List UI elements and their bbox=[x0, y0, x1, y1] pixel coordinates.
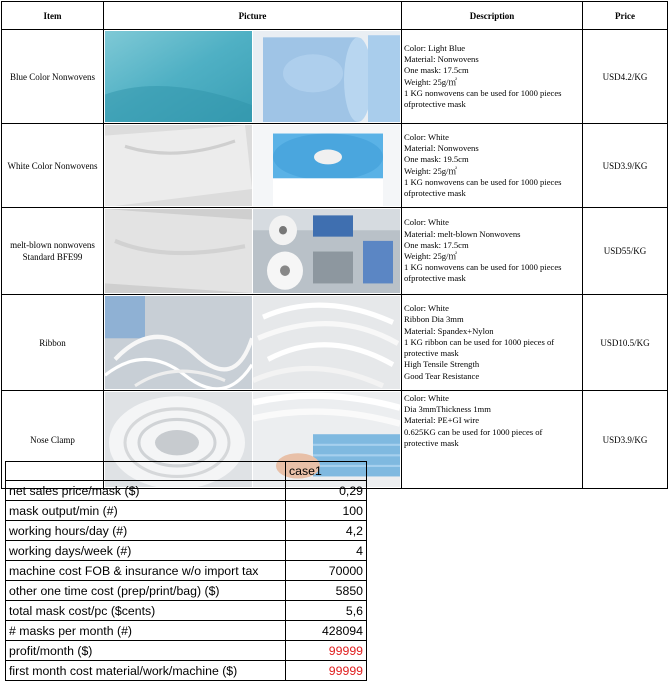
description-line: Ribbon Dia 3mm bbox=[404, 314, 464, 325]
calc-value: 4,2 bbox=[286, 521, 367, 541]
calc-row bbox=[6, 581, 367, 601]
calc-label: net sales price/mask ($) bbox=[6, 481, 286, 501]
description-line: One mask: 19.5cm bbox=[404, 154, 469, 165]
calc-value: 100 bbox=[286, 501, 367, 521]
description-line: Color: White bbox=[404, 217, 449, 228]
description-line: Color: White bbox=[404, 131, 449, 142]
calc-label: working hours/day (#) bbox=[6, 521, 286, 541]
header-picture: Picture bbox=[104, 2, 402, 30]
item-name: Blue Color Nonwovens bbox=[2, 30, 104, 124]
calc-row bbox=[6, 621, 367, 641]
calc-value: 5,6 bbox=[286, 601, 367, 621]
item-description bbox=[402, 208, 583, 295]
description-line: 1 KG nonwovens can be used for 1000 pieces bbox=[404, 176, 562, 187]
description-line: Good Tear Resistance bbox=[404, 370, 480, 381]
description-line: 1 KG nonwovens can be used for 1000 pieces bbox=[404, 87, 562, 98]
calc-label: working days/week (#) bbox=[6, 541, 286, 561]
calc-value: 99999 bbox=[286, 661, 367, 681]
calc-label: profit/month ($) bbox=[6, 641, 286, 661]
item-price: USD55/KG bbox=[583, 208, 668, 295]
table-row bbox=[2, 30, 668, 124]
item-description bbox=[402, 124, 583, 208]
description-line: 0.625KG can be used for 1000 pieces of bbox=[404, 426, 543, 437]
picture-cell bbox=[104, 124, 402, 208]
item-price: USD4.2/KG bbox=[583, 30, 668, 124]
calc-value: 0,29 bbox=[286, 481, 367, 501]
picture-cell bbox=[104, 295, 402, 391]
description-line: Weight: 25g/㎡ bbox=[404, 76, 458, 87]
calc-header-case: case1 bbox=[286, 462, 367, 481]
item-description bbox=[402, 30, 583, 124]
calc-row bbox=[6, 601, 367, 621]
calc-row bbox=[6, 641, 367, 661]
product-table bbox=[1, 1, 668, 489]
calc-value: 70000 bbox=[286, 561, 367, 581]
item-description bbox=[402, 295, 583, 391]
picture-cell bbox=[104, 208, 402, 295]
calc-label: mask output/min (#) bbox=[6, 501, 286, 521]
calc-row bbox=[6, 561, 367, 581]
calc-label: # masks per month (#) bbox=[6, 621, 286, 641]
calc-label: other one time cost (prep/print/bag) ($) bbox=[6, 581, 286, 601]
description-line: ofprotective mask bbox=[404, 273, 466, 284]
mask-machine-rolls-photo bbox=[253, 209, 400, 293]
description-line: protective mask bbox=[404, 348, 459, 359]
item-price: USD3.9/KG bbox=[583, 391, 668, 489]
calc-row bbox=[6, 521, 367, 541]
description-line: Material: Spandex+Nylon bbox=[404, 325, 494, 336]
description-line: Dia 3mmThickness 1mm bbox=[404, 404, 491, 415]
description-line: One mask: 17.5cm bbox=[404, 239, 469, 250]
cost-calculation-table bbox=[5, 461, 367, 681]
blue-nonwoven-roll-photo bbox=[253, 31, 400, 122]
calc-label: total mask cost/pc ($cents) bbox=[6, 601, 286, 621]
item-price: USD10.5/KG bbox=[583, 295, 668, 391]
description-line: 1 KG nonwovens can be used for 1000 pieces bbox=[404, 262, 562, 273]
description-line: Color: White bbox=[404, 393, 449, 403]
calc-value: 4 bbox=[286, 541, 367, 561]
item-name: Ribbon bbox=[2, 295, 104, 391]
calc-value: 5850 bbox=[286, 581, 367, 601]
white-blue-roll-photo bbox=[253, 125, 400, 206]
item-name: melt-blown nonwovens Standard BFE99 bbox=[2, 208, 104, 295]
description-line: Material: Nonwovens bbox=[404, 54, 479, 65]
picture-cell bbox=[104, 30, 402, 124]
calc-label: first month cost material/work/machine ($) bbox=[6, 661, 286, 681]
description-line: ofprotective mask bbox=[404, 187, 466, 198]
calc-row bbox=[6, 501, 367, 521]
description-line: Weight: 25g/㎡ bbox=[404, 251, 458, 261]
item-name: Nose Clamp bbox=[2, 391, 104, 489]
ear-loop-coil-photo bbox=[253, 296, 400, 389]
item-description bbox=[402, 391, 583, 489]
description-line: ofprotective mask bbox=[404, 98, 466, 109]
header-price: Price bbox=[583, 2, 668, 30]
calc-row bbox=[6, 661, 367, 681]
calc-value: 428094 bbox=[286, 621, 367, 641]
description-line: One mask: 17.5cm bbox=[404, 65, 469, 76]
item-name: White Color Nonwovens bbox=[2, 124, 104, 208]
calc-header-row bbox=[6, 462, 367, 481]
table-row bbox=[2, 124, 668, 208]
description-line: 1 KG ribbon can be used for 1000 pieces of bbox=[404, 336, 555, 347]
calc-label: machine cost FOB & insurance w/o import tax bbox=[6, 561, 286, 581]
calc-row bbox=[6, 481, 367, 501]
table-row bbox=[2, 208, 668, 295]
description-line: Material: Nonwovens bbox=[404, 143, 479, 154]
description-line: Weight: 25g/㎡ bbox=[404, 165, 458, 176]
description-line: High Tensile Strength bbox=[404, 359, 480, 370]
header-description: Description bbox=[402, 2, 583, 30]
calc-header-blank bbox=[6, 462, 286, 481]
item-price: USD3.9/KG bbox=[583, 124, 668, 208]
table-row bbox=[2, 295, 668, 391]
meltblown-fabric-photo bbox=[105, 209, 252, 293]
description-line: Material: PE+GI wire bbox=[404, 415, 480, 426]
description-line: Color: White bbox=[404, 303, 449, 314]
description-line: protective mask bbox=[404, 437, 459, 448]
blue-fabric-sheet-photo bbox=[105, 31, 252, 122]
ear-loop-bag-photo bbox=[105, 296, 252, 389]
white-fabric-sheet-photo bbox=[105, 125, 252, 206]
calc-row bbox=[6, 541, 367, 561]
calc-value: 99999 bbox=[286, 641, 367, 661]
description-line: Color: Light Blue bbox=[404, 42, 466, 53]
header-item: Item bbox=[2, 2, 104, 30]
table-header-row bbox=[2, 2, 668, 30]
description-line: Material: melt-blown Nonwovens bbox=[404, 228, 521, 239]
